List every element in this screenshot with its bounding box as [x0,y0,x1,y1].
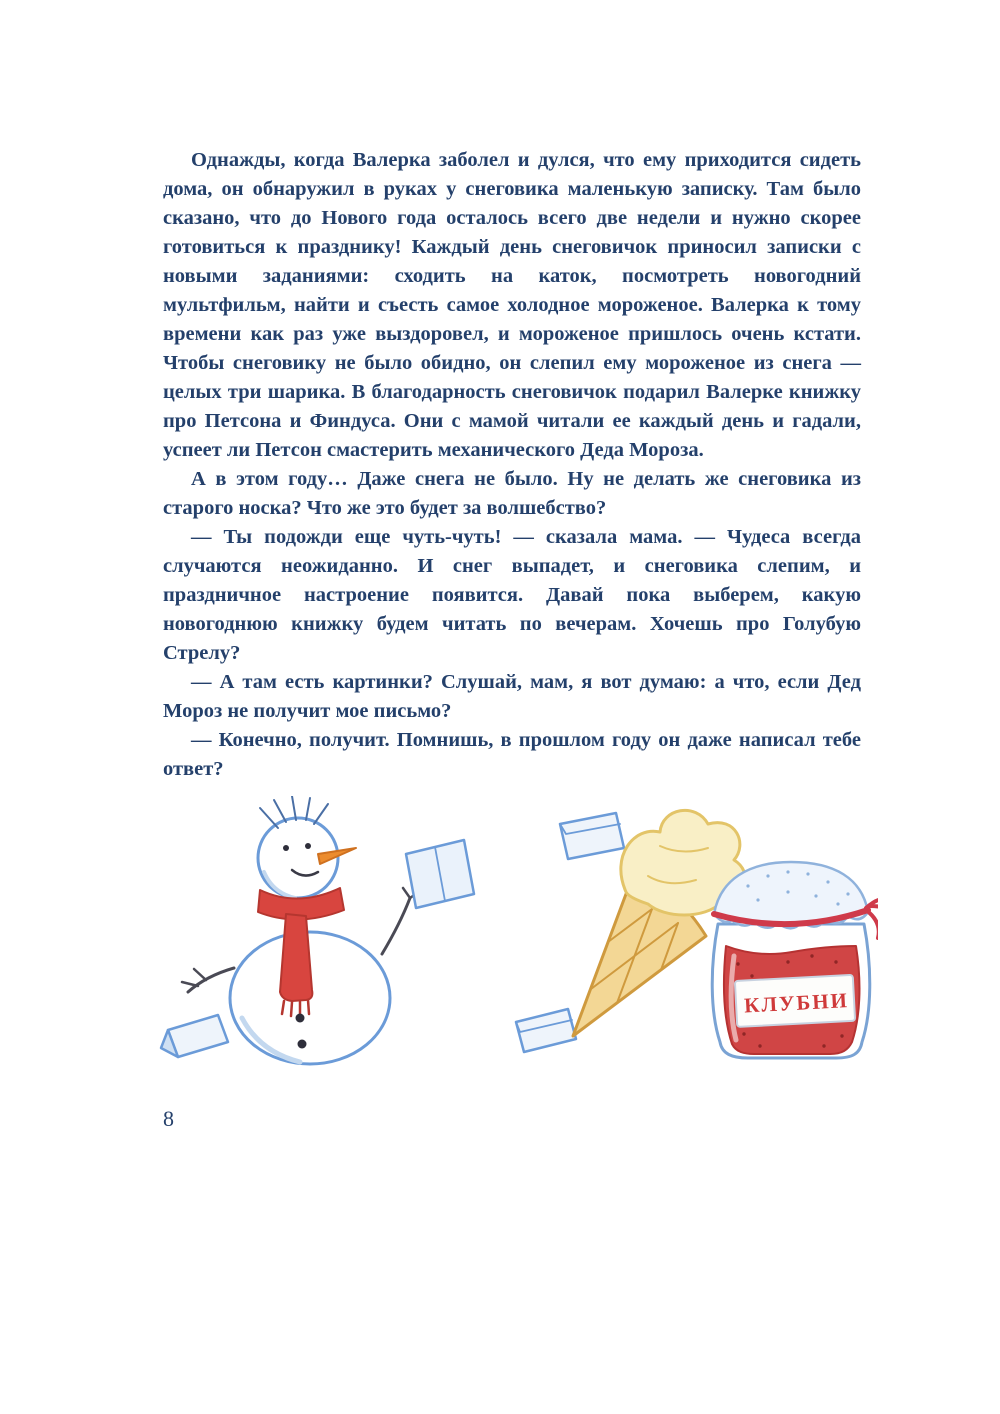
paragraph: — Конечно, получит. Помнишь, в прошлом году он даже написал тебе ответ? [163,729,861,780]
text-block [163,146,861,784]
paragraph: — А там есть картинки? Слушай, мам, я вот думаю: а что, если Дед Мороз не получит мое письмо? [163,671,861,722]
paragraph: — Ты подожди еще чуть-чуть! — сказала мама. — Чудеса всегда случаются неожиданно. И снег выпадет, и снеговика слепим, и праздничное настроение появится. Давай пока выберем, какую новогоднюю книжку будем читать по вечерам. Хочешь про Голубую Стрелу? [163,526,861,664]
illustration-svg [148,796,878,1086]
jam-jar-icon [712,862,878,1058]
page-number: 8 [163,1106,174,1131]
paragraph: Однажды, когда Валерка заболел и дулся, что ему приходится сидеть дома, он обнаружил в руках у снеговика маленькую записку. Там было сказано, что до Нового года осталось всего две недели и нужно скорее готовиться к празднику! Каждый день снеговичок приносил записки с новыми заданиями: сходить на каток, посмотреть новогодний мультфильм, найти и съесть самое холодное мороженое. Валерка к тому времени как раз уже выздоровел, и мороженое пришлось очень кстати. Чтобы снеговику не было обидно, он слепил ему мороженое из снега — целых три шарика. В благодарность снеговичок подарил Валерке книжку про Петсона и Финдуса. Они с мамой читали ее каждый день и гадали, успеет ли Петсон смастерить механического Деда Мороза. [163,149,861,461]
jar-label-text: КЛУБНИ [743,988,850,1018]
snowman-icon [182,796,474,1064]
illustration [148,796,878,1086]
jar-label [735,975,855,1027]
paragraph: А в этом году… Даже снега не было. Ну не делать же снеговика из старого носка? Что же это будет за волшебство? [163,468,861,519]
